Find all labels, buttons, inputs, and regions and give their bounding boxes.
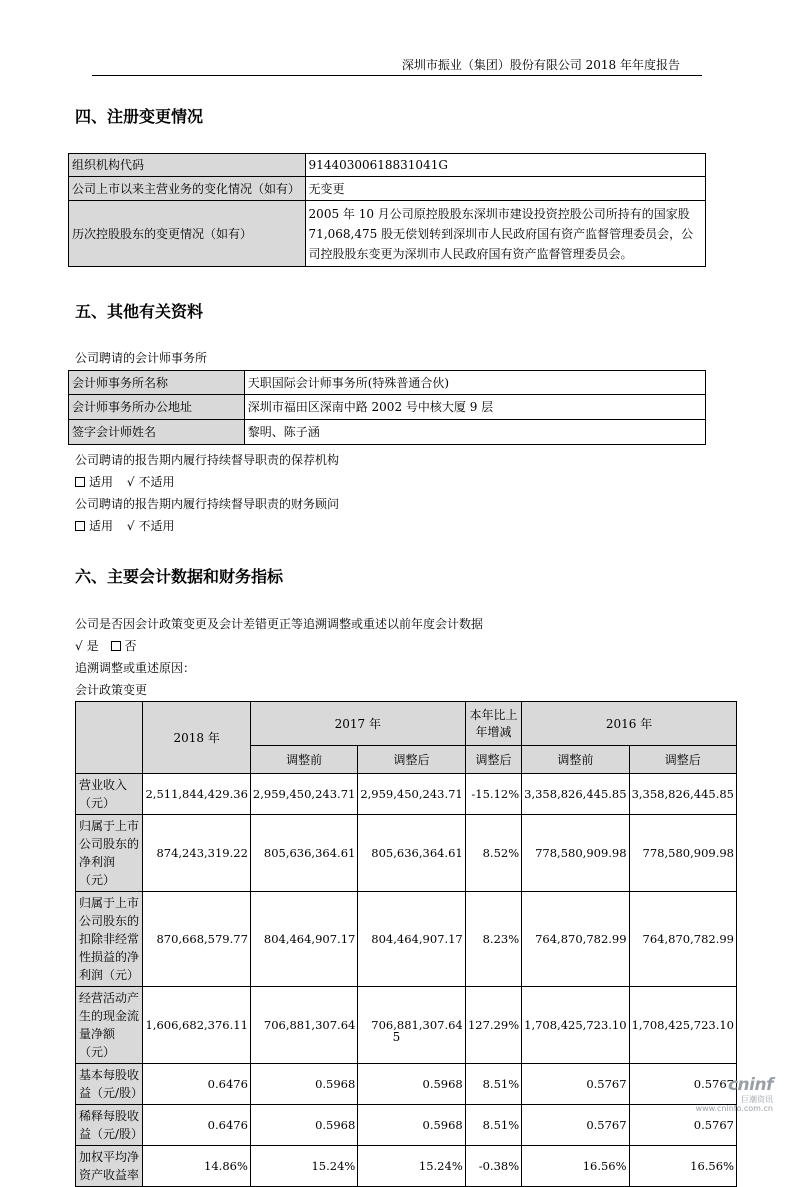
cninfo-logo: [693, 1075, 773, 1113]
no-checkbox[interactable]: [111, 641, 121, 651]
cell-2018: 1,606,682,376.11: [143, 987, 250, 1064]
cell-2018: 0.6476: [143, 1105, 250, 1146]
table-row: [69, 177, 706, 201]
cell-2016-after: 3,358,826,445.85: [629, 774, 736, 815]
subheader-2017-before: 调整前: [250, 746, 357, 774]
header-change: 本年比上年增减: [465, 702, 521, 746]
sponsor-options: [75, 473, 175, 490]
auditor-table: [68, 370, 706, 445]
cell-2017-after: 805,636,364.61: [358, 815, 465, 892]
cell-2016-before: 0.5767: [522, 1064, 629, 1105]
applicable-label: 适用: [89, 519, 114, 533]
cell-change: -0.38%: [465, 1146, 521, 1187]
header-rule: [92, 75, 702, 76]
cell-2016-before: 764,870,782.99: [522, 892, 629, 987]
restatement-question: 公司是否因会计政策变更及会计差错更正等追溯调整或重述以前年度会计数据: [75, 617, 484, 631]
row-label: 归属于上市公司股东的扣除非经常性损益的净利润（元）: [76, 892, 143, 987]
cell-2017-before: 0.5968: [250, 1064, 357, 1105]
yes-label: 是: [86, 639, 99, 653]
cell-2017-after: 2,959,450,243.71: [358, 774, 465, 815]
check-mark-icon: √: [126, 475, 135, 489]
row-label: 营业收入（元）: [76, 774, 143, 815]
table-row: [69, 420, 706, 445]
row-label: 稀释每股收益（元/股）: [76, 1105, 143, 1146]
cell-2017-after: 15.24%: [358, 1146, 465, 1187]
header-2017: 2017 年: [250, 702, 465, 746]
cell-2018: 870,668,579.77: [143, 892, 250, 987]
cell-change: 127.29%: [465, 987, 521, 1064]
auditor-address-value: 深圳市福田区深南中路 2002 号中核大厦 9 层: [244, 395, 705, 420]
table-row: [76, 1064, 737, 1105]
subheader-2016-after: 调整后: [629, 746, 736, 774]
applicable-checkbox[interactable]: [75, 521, 85, 531]
table-row: [69, 154, 706, 177]
cell-2018: 0.6476: [143, 1064, 250, 1105]
check-mark-icon: √: [126, 519, 135, 533]
section-5-title: 五、其他有关资料: [75, 302, 204, 321]
signing-accountant-value: 黎明、陈子涵: [244, 420, 705, 445]
logo-cn: 巨潮资讯: [741, 1095, 773, 1104]
row-label: 经营活动产生的现金流量净额（元）: [76, 987, 143, 1064]
cell-change: 8.52%: [465, 815, 521, 892]
row-label: 加权平均净资产收益率: [76, 1146, 143, 1187]
cell-2016-after: 1,708,425,723.10: [629, 987, 736, 1064]
applicable-label: 适用: [89, 475, 114, 489]
table-row: [69, 201, 706, 267]
cell-2017-after: 0.5968: [358, 1105, 465, 1146]
cell-2017-before: 804,464,907.17: [250, 892, 357, 987]
cell-2017-after: 804,464,907.17: [358, 892, 465, 987]
not-applicable-label: 不适用: [138, 519, 175, 533]
cell-2016-before: 3,358,826,445.85: [522, 774, 629, 815]
cell-change: -15.12%: [465, 774, 521, 815]
no-label: 否: [124, 639, 137, 653]
cell-change: 8.23%: [465, 892, 521, 987]
cell-2018: 2,511,844,429.36: [143, 774, 250, 815]
auditor-address-label: 会计师事务所办公地址: [69, 395, 245, 420]
restatement-answer: [75, 637, 137, 654]
advisor-options: [75, 517, 175, 534]
table-row: [76, 1105, 737, 1146]
cell-change: 8.51%: [465, 1064, 521, 1105]
cell-2018: 874,243,319.22: [143, 815, 250, 892]
financial-indicators-table: [75, 701, 737, 1187]
advisor-intro: 公司聘请的报告期内履行持续督导职责的财务顾问: [75, 497, 340, 511]
cell-2017-before: 805,636,364.61: [250, 815, 357, 892]
cell-2017-before: 15.24%: [250, 1146, 357, 1187]
auditor-name-label: 会计师事务所名称: [69, 371, 245, 395]
table-row: [76, 1146, 737, 1187]
signing-accountant-label: 签字会计师姓名: [69, 420, 245, 445]
subheader-2016-before: 调整前: [522, 746, 629, 774]
cell-2016-after: 778,580,909.98: [629, 815, 736, 892]
cell-2017-after: 706,881,307.64: [358, 987, 465, 1064]
cell-2017-before: 706,881,307.64: [250, 987, 357, 1064]
header-blank: [76, 702, 143, 774]
subheader-change-after: 调整后: [465, 746, 521, 774]
cell-2016-after: 764,870,782.99: [629, 892, 736, 987]
section-6-title: 六、主要会计数据和财务指标: [75, 567, 284, 586]
page-number: 5: [392, 1030, 401, 1044]
cell-2018: 14.86%: [143, 1146, 250, 1187]
table-row: [76, 774, 737, 815]
restatement-reason-label: 追溯调整或重述原因：: [75, 661, 196, 675]
table-row: [76, 892, 737, 987]
auditor-name-value: 天职国际会计师事务所(特殊普通合伙): [244, 371, 705, 395]
section-4-title: 四、注册变更情况: [75, 107, 204, 126]
controller-change-value: 2005 年 10 月公司原控股股东深圳市建设投资控股公司所持有的国家股 71,068,475 股无偿划转到深圳市人民政府国有资产监督管理委员会，公司控股股东变更为深圳市人民政府国有资产监督管理委员会。: [305, 201, 705, 267]
table-row: [69, 371, 706, 395]
business-change-label: 公司上市以来主营业务的变化情况（如有）: [69, 177, 306, 201]
controller-change-label: 历次控股股东的变更情况（如有）: [69, 201, 306, 267]
row-label: 基本每股收益（元/股）: [76, 1064, 143, 1105]
cell-2017-before: 2,959,450,243.71: [250, 774, 357, 815]
cell-2016-before: 0.5767: [522, 1105, 629, 1146]
cell-2017-before: 0.5968: [250, 1105, 357, 1146]
cell-2016-after: 16.56%: [629, 1146, 736, 1187]
header-2016: 2016 年: [522, 702, 737, 746]
logo-url: www.cninfo.com.cn: [695, 1104, 773, 1113]
cell-change: 8.51%: [465, 1105, 521, 1146]
row-label: 归属于上市公司股东的净利润（元）: [76, 815, 143, 892]
table-row: [76, 815, 737, 892]
cell-2017-after: 0.5968: [358, 1064, 465, 1105]
org-code-value: 91440300618831041G: [305, 154, 705, 177]
auditor-intro: 公司聘请的会计师事务所: [75, 351, 208, 365]
check-mark-icon: √: [75, 639, 83, 653]
report-header-title: 深圳市振业（集团）股份有限公司 2018 年年度报告: [401, 58, 680, 72]
header-2018: 2018 年: [143, 702, 250, 774]
cell-2016-before: 16.56%: [522, 1146, 629, 1187]
table-header-row: [76, 702, 737, 746]
restatement-reason-value: 会计政策变更: [75, 683, 148, 697]
cell-2016-before: 1,708,425,723.10: [522, 987, 629, 1064]
not-applicable-label: 不适用: [138, 475, 175, 489]
cell-2016-after: 0.5767: [629, 1064, 736, 1105]
cell-2016-before: 778,580,909.98: [522, 815, 629, 892]
business-change-value: 无变更: [305, 177, 705, 201]
table-row: [76, 987, 737, 1064]
org-code-label: 组织机构代码: [69, 154, 306, 177]
applicable-checkbox[interactable]: [75, 477, 85, 487]
sponsor-intro: 公司聘请的报告期内履行持续督导职责的保荐机构: [75, 453, 340, 467]
subheader-2017-after: 调整后: [358, 746, 465, 774]
registration-change-table: [68, 153, 706, 267]
logo-text: cninf: [727, 1075, 773, 1095]
cell-2016-after: 0.5767: [629, 1105, 736, 1146]
table-row: [69, 395, 706, 420]
